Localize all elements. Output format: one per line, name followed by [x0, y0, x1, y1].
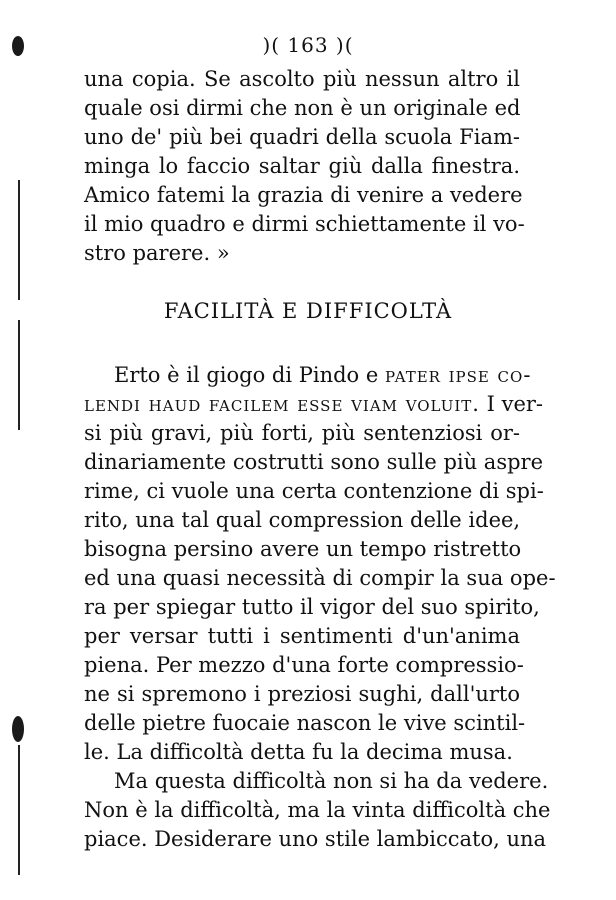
binding-edge: [18, 180, 20, 300]
text-line: piace. Desiderare uno stile lambiccato, una: [84, 827, 547, 851]
text-line: le. La difficoltà detta fu la decima musa.: [84, 740, 513, 764]
text-line: il mio quadro e dirmi schiettamente il vo-: [84, 212, 525, 236]
binding-edge: [18, 745, 20, 875]
binding-hole: [12, 716, 24, 742]
text-line: delle pietre fuocaie nascon le vive scintil-: [84, 711, 526, 735]
text-line: [84, 390, 544, 418]
text-line: stro parere. »: [84, 241, 230, 265]
text-line: Amico fatemi la grazia di venire a vedere: [84, 183, 523, 207]
text-run: Erto è il giogo di Pindo e: [114, 363, 385, 387]
text-run: I ver-: [479, 392, 544, 416]
text-line: dinariamente costrutti sono sulle più aspre: [84, 450, 544, 474]
section-title: FACILITÀ E DIFFICOLTÀ: [163, 299, 453, 323]
text-line: quale osi dirmi che non è un originale ed: [84, 96, 521, 120]
page-number-header: )( 163 )(: [262, 33, 354, 57]
text-line: uno de' più bei quadri della scuola Fiam-: [84, 125, 520, 149]
text-line: si più gravi, più forti, più sentenziosi or-: [84, 421, 520, 445]
text-line: per versar tutti i sentimenti d'un'anima: [84, 624, 520, 648]
binding-edge: [18, 320, 20, 430]
text-line: rito, una tal qual compression delle idee,: [84, 508, 521, 532]
text-line: Non è la difficoltà, ma la vinta difficoltà che: [84, 798, 551, 822]
text-line: rime, ci vuole una certa contenzione di spi-: [84, 479, 544, 503]
text-line: Ma questa difficoltà non si ha da vedere.: [114, 769, 549, 793]
text-line: ed una quasi necessità di compir la sua ope-: [84, 566, 556, 590]
latin-quote: pater ipse co-: [384, 363, 532, 387]
text-line: ne si spremono i preziosi sughi, dall'urto: [84, 682, 520, 706]
text-line: bisogna persino avere un tempo ristretto: [84, 537, 522, 561]
text-line: [114, 361, 532, 389]
latin-quote: lendi haud facilem esse viam voluit.: [84, 392, 480, 416]
text-line: minga lo faccio saltar giù dalla finestra.: [84, 154, 520, 178]
text-line: piena. Per mezzo d'una forte compressio-: [84, 653, 524, 677]
text-line: una copia. Se ascolto più nessun altro il: [84, 67, 520, 91]
text-line: ra per spiegar tutto il vigor del suo spirito,: [84, 595, 540, 619]
binding-gutter: [0, 0, 38, 900]
